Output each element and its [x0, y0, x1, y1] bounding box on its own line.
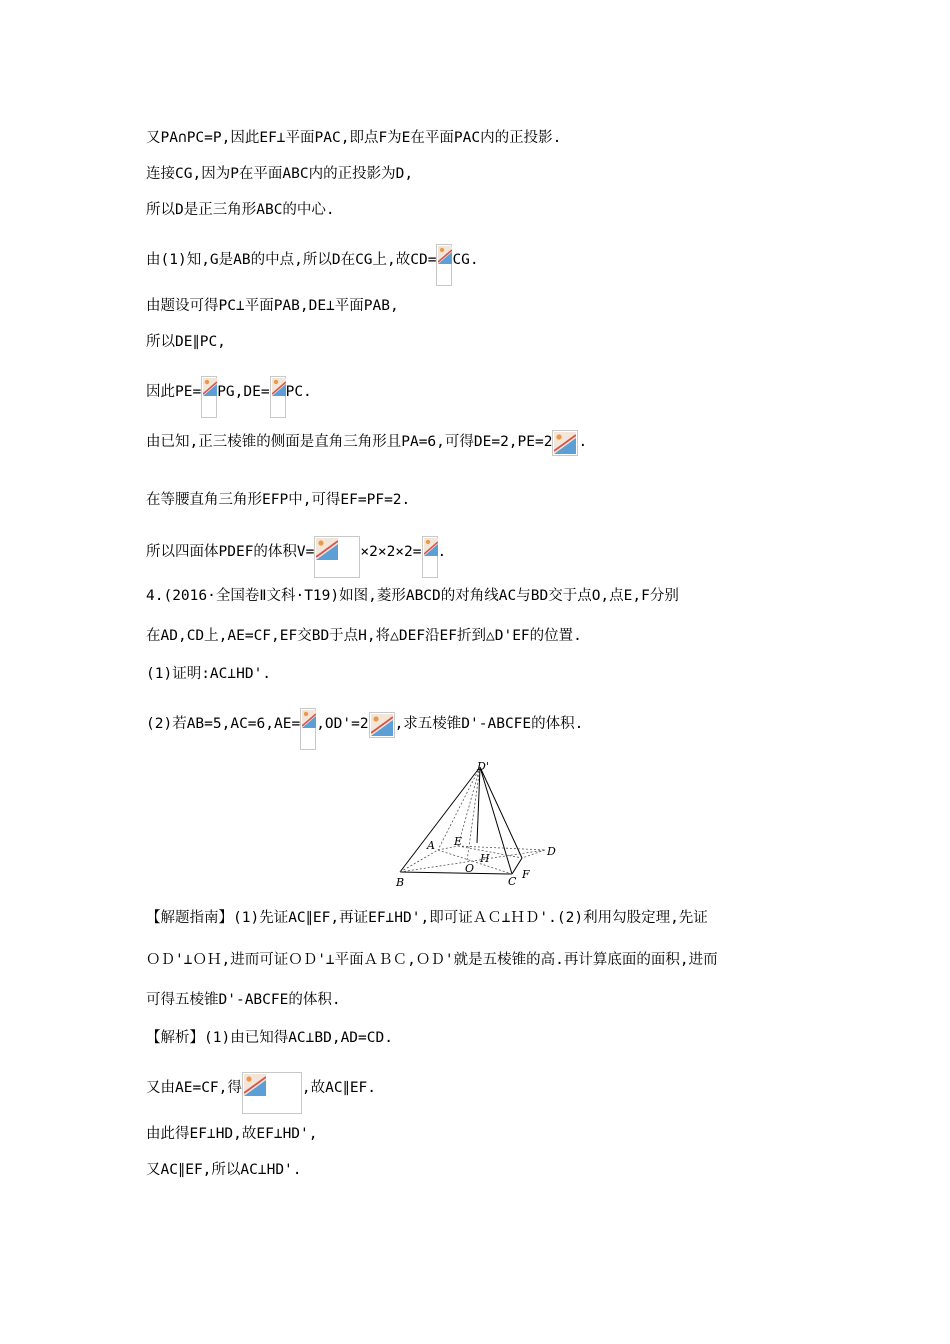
edge-c-f [512, 858, 522, 874]
label-b: B [396, 876, 405, 889]
broken-image-icon [422, 536, 438, 578]
text-line-1: 又PA∩PC=P,因此EF⊥平面PAC,即点F为E在平面PAC内的正投影. [146, 130, 562, 146]
text-segment: ,故AC∥EF. [301, 1080, 377, 1096]
edge-d-f [522, 850, 545, 858]
text-line-6: 所以DE∥PC, [146, 334, 226, 350]
text-line-7 [146, 376, 312, 418]
text-segment: 因此PE= [146, 384, 202, 400]
label-o: O [465, 862, 475, 875]
text-segment: 又由AE=CF,得 [146, 1080, 242, 1096]
broken-image-icon [552, 430, 578, 456]
label-d-prime: D' [477, 760, 489, 773]
broken-image-icon [270, 376, 286, 418]
text-line-9: 在等腰直角三角形EFP中,可得EF=PF=2. [146, 492, 411, 508]
label-a: A [427, 839, 435, 852]
text-line-19 [146, 1072, 376, 1114]
text-line-12: 在AD,CD上,AE=CF,EF交BD于点H,将△DEF沿EF折到△D'EF的位置. [146, 628, 582, 644]
pyramid-figure [395, 758, 560, 890]
text-line-16: ＯＤ'⊥ＯＨ,进而可证ＯＤ'⊥平面ＡＢＣ,ＯＤ'就是五棱锥的高.再计算底面的面积,进而 [146, 952, 718, 968]
text-segment: PG,DE= [217, 384, 270, 400]
text-segment: 由(1)知,G是AB的中点,所以D在CG上,故CD= [146, 252, 437, 268]
text-line-21: 又AC∥EF,所以AC⊥HD'. [146, 1162, 302, 1178]
text-segment: 由已知,正三棱锥的侧面是直角三角形且PA=6,可得DE=2,PE=2 [146, 434, 553, 450]
broken-image-icon [300, 708, 316, 750]
label-e: E [454, 835, 463, 848]
text-line-18: 【解析】(1)由已知得AC⊥BD,AD=CD. [146, 1030, 393, 1046]
text-segment: CG. [452, 252, 479, 268]
text-line-11: 4.(2016·全国卷Ⅱ文科·T19)如图,菱形ABCD的对角线AC与BD交于点O,点E,F分别 [146, 588, 679, 604]
text-line-4 [146, 244, 479, 286]
label-f: F [522, 868, 530, 881]
edge-e-d [458, 846, 545, 850]
text-line-5: 由题设可得PC⊥平面PAB,DE⊥平面PAB, [146, 298, 399, 314]
edge-dp-b [400, 767, 480, 872]
text-segment: 所以四面体PDEF的体积V= [146, 544, 315, 560]
label-d: D [547, 845, 556, 858]
broken-image-icon [436, 244, 452, 286]
text-line-10 [146, 536, 446, 578]
edge-a-c [438, 850, 512, 874]
broken-image-icon [242, 1072, 302, 1114]
text-segment: ×2×2×2= [360, 544, 422, 560]
text-segment: . [437, 544, 447, 560]
broken-image-icon [314, 536, 360, 578]
edge-dp-f [480, 767, 522, 858]
text-line-2: 连接CG,因为P在平面ABC内的正投影为D, [146, 166, 414, 182]
text-line-15: 【解题指南】(1)先证AC∥EF,再证EF⊥HD',即可证ＡＣ⊥ＨＤ'.(2)利用勾股定理,先证 [146, 910, 708, 926]
text-segment: . [578, 434, 588, 450]
text-line-8 [146, 430, 587, 456]
text-line-20: 由此得EF⊥HD,故EF⊥HD', [146, 1126, 318, 1142]
text-segment: PC. [285, 384, 312, 400]
text-segment: ,求五棱锥D'-ABCFE的体积. [394, 716, 584, 732]
text-line-17: 可得五棱锥D'-ABCFE的体积. [146, 992, 341, 1008]
label-c: C [508, 875, 517, 888]
text-segment: (2)若AB=5,AC=6,AE= [146, 716, 301, 732]
text-line-3: 所以D是正三角形ABC的中心. [146, 202, 335, 218]
edge-b-c [400, 872, 512, 874]
edge-dp-h [477, 767, 480, 843]
broken-image-icon [201, 376, 217, 418]
edge-b-a [400, 850, 438, 872]
text-line-14 [146, 708, 583, 750]
text-segment: ,OD'=2 [316, 716, 369, 732]
text-line-13: (1)证明:AC⊥HD'. [146, 666, 272, 682]
label-h: H [480, 852, 490, 865]
broken-image-icon [369, 712, 395, 738]
